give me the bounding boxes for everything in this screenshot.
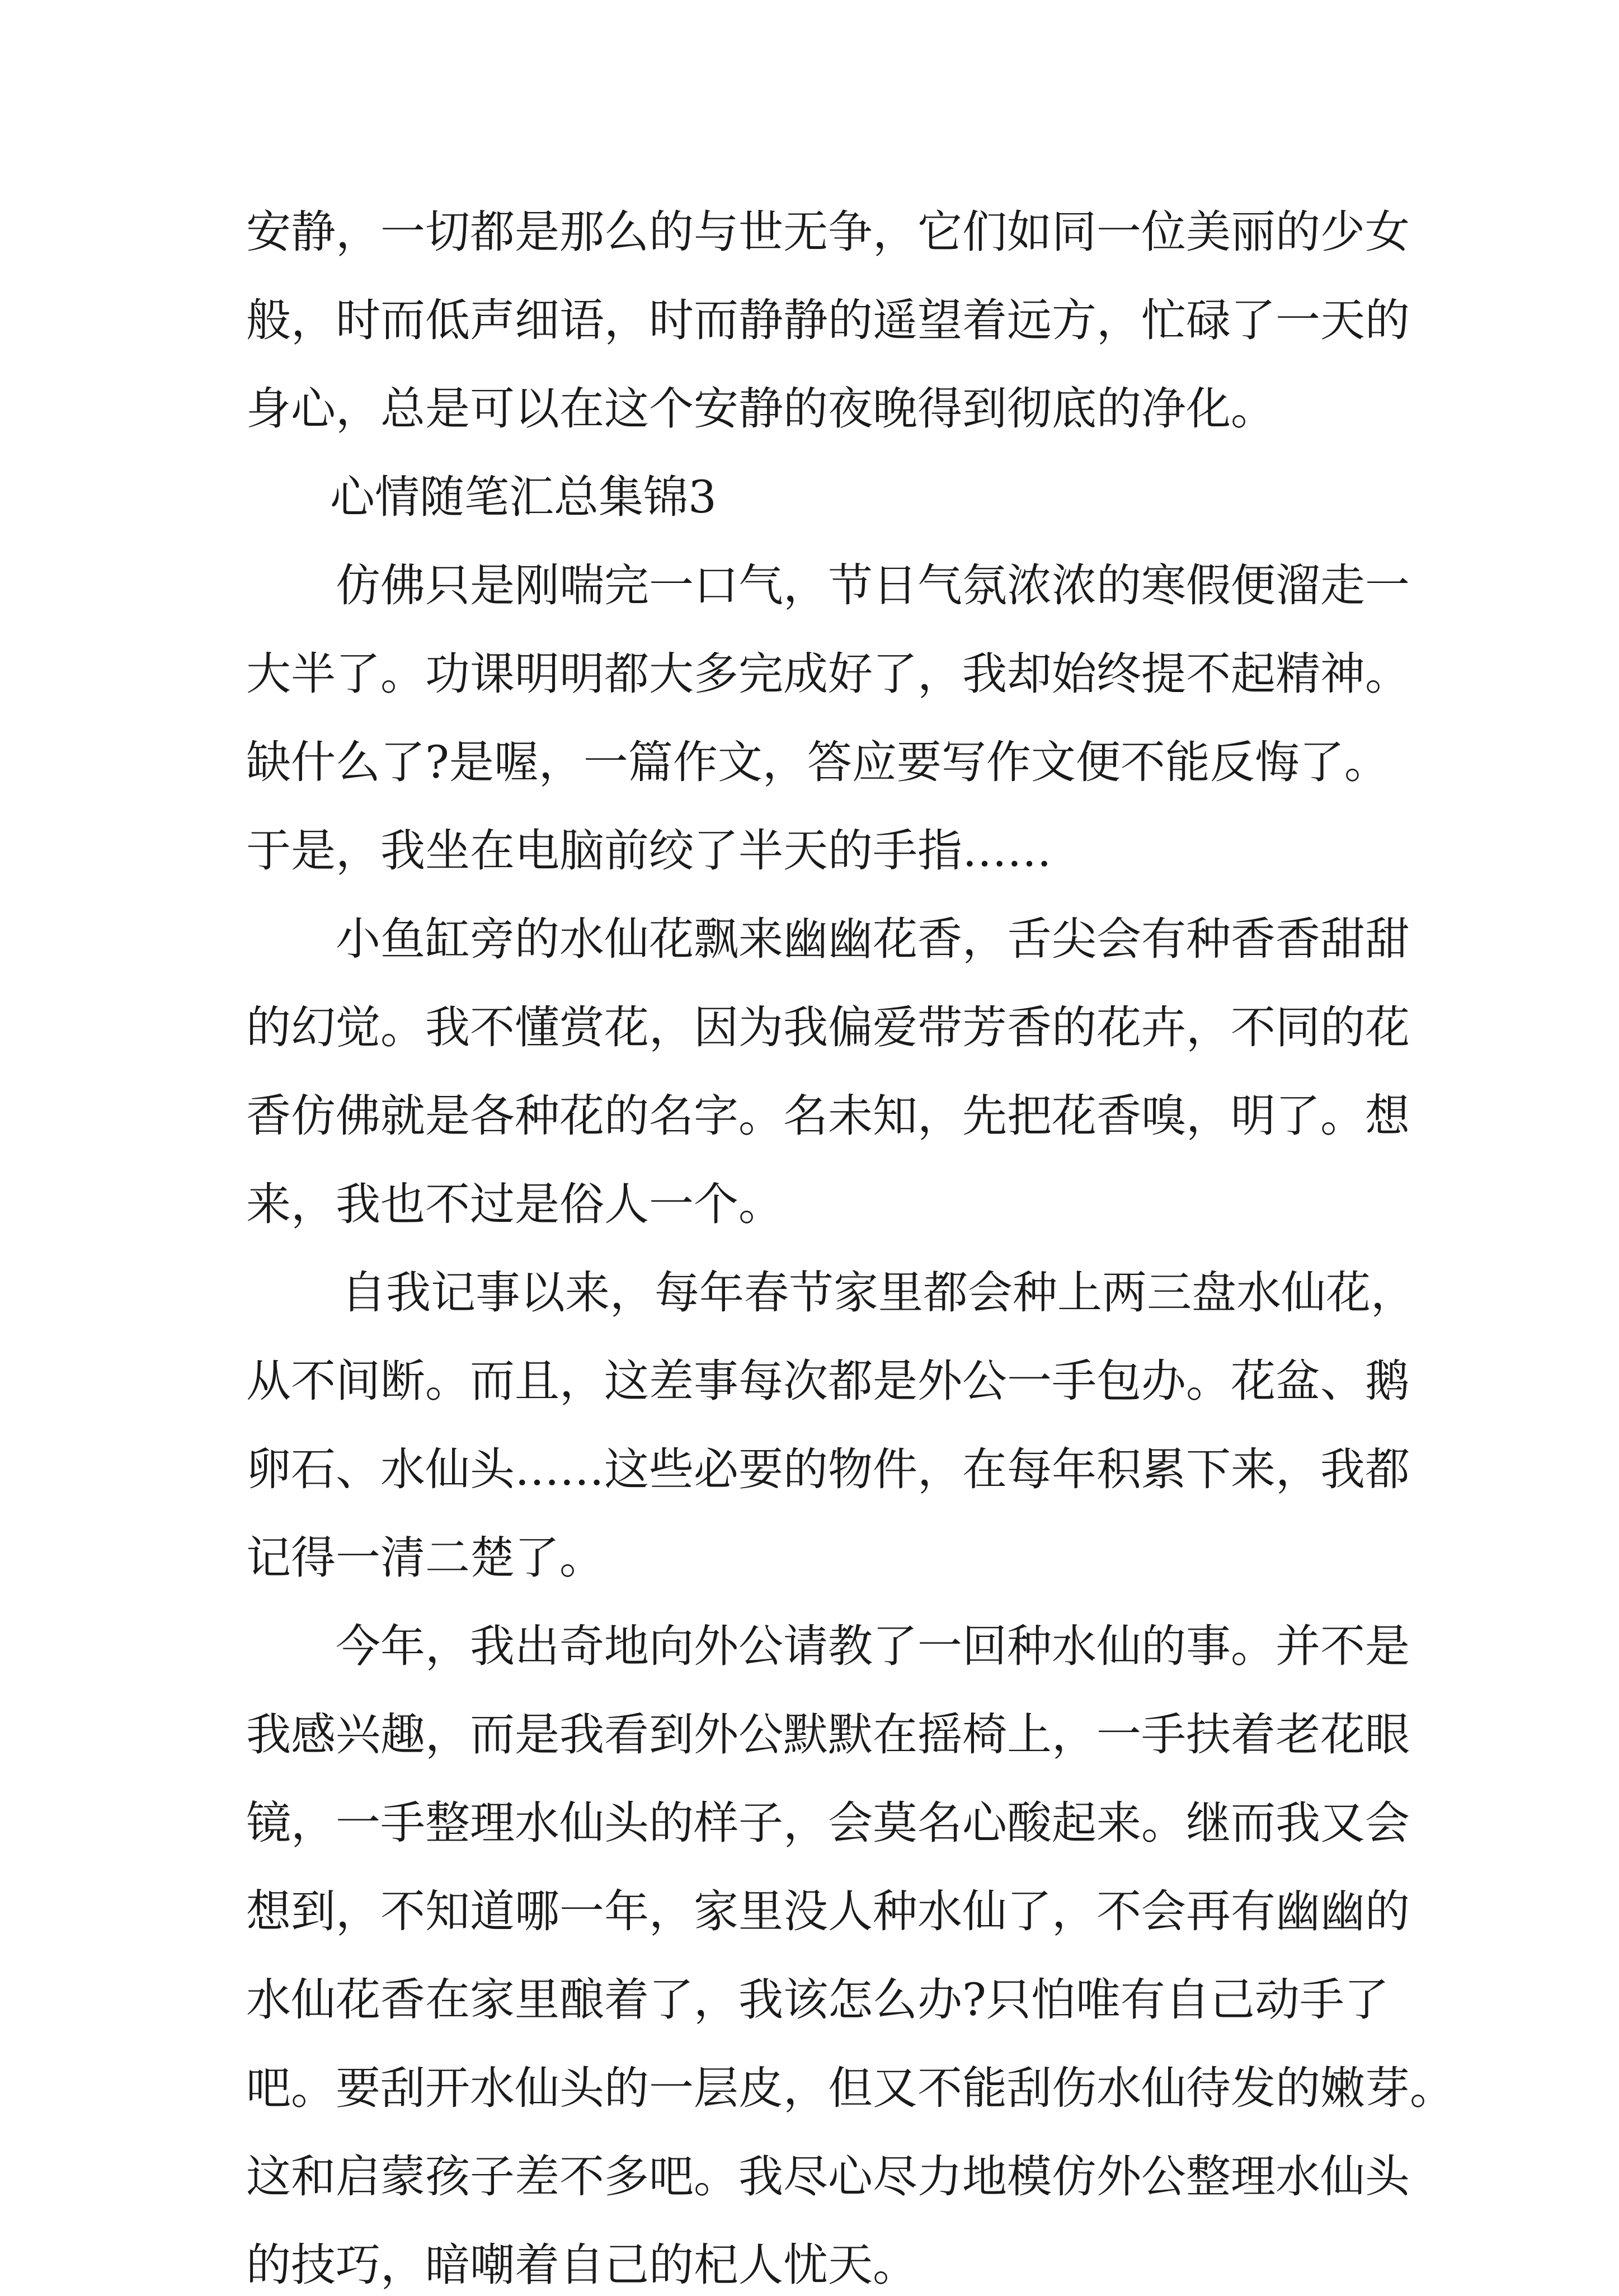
text-line: 水仙花香在家里酿着了，我该怎么办?只怕唯有自己动手了	[246, 1974, 1389, 2026]
text-line: 想到，不知道哪一年，家里没人种水仙了，不会再有幽幽的	[246, 1885, 1410, 1937]
text-line: 卵石、水仙头……这些必要的物件，在每年积累下来，我都	[246, 1443, 1410, 1495]
text-line: 于是，我坐在电脑前绞了半天的手指……	[246, 825, 1052, 877]
text-line: 来，我也不过是俗人一个。	[246, 1178, 783, 1230]
text-line: 仿佛只是刚喘完一口气，节日气氛浓浓的寒假便溜走一	[336, 559, 1410, 611]
text-line: 自我记事以来，每年春节家里都会种上两三盘水仙花，	[341, 1267, 1415, 1319]
text-line: 缺什么了?是喔，一篇作文，答应要写作文便不能反悔了。	[246, 736, 1389, 788]
text-line: 的幻觉。我不懂赏花，因为我偏爱带芳香的花卉，不同的花	[246, 1001, 1410, 1053]
text-line: 安静，一切都是那么的与世无争，它们如同一位美丽的少女	[246, 206, 1410, 258]
section-heading: 心情随笔汇总集锦3	[330, 471, 717, 523]
text-line: 这和启蒙孩子差不多吧。我尽心尽力地模仿外公整理水仙头	[246, 2151, 1410, 2203]
text-line: 吧。要刮开水仙头的一层皮，但又不能刮伤水仙待发的嫩芽。	[246, 2062, 1455, 2114]
text-line: 般，时而低声细语，时而静静的遥望着远方，忙碌了一天的	[246, 294, 1410, 346]
text-line: 镜，一手整理水仙头的样子，会莫名心酸起来。继而我又会	[246, 1797, 1410, 1849]
text-line: 从不间断。而且，这差事每次都是外公一手包办。花盆、鹅	[246, 1355, 1410, 1407]
text-line: 香仿佛就是各种花的名字。名未知，先把花香嗅，明了。想	[246, 1090, 1410, 1142]
text-line: 我感兴趣，而是我看到外公默默在摇椅上，一手扶着老花眼	[246, 1709, 1410, 1761]
text-line: 记得一清二楚了。	[246, 1532, 604, 1584]
text-line: 今年，我出奇地向外公请教了一回种水仙的事。并不是	[336, 1620, 1410, 1672]
text-line: 大半了。功课明明都大多完成好了，我却始终提不起精神。	[246, 648, 1410, 700]
text-line: 身心，总是可以在这个安静的夜晚得到彻底的净化。	[246, 383, 1276, 435]
text-line: 的技巧，暗嘲着自己的杞人忧天。	[246, 2239, 917, 2291]
text-line: 小鱼缸旁的水仙花飘来幽幽花香，舌尖会有种香香甜甜	[336, 913, 1410, 965]
